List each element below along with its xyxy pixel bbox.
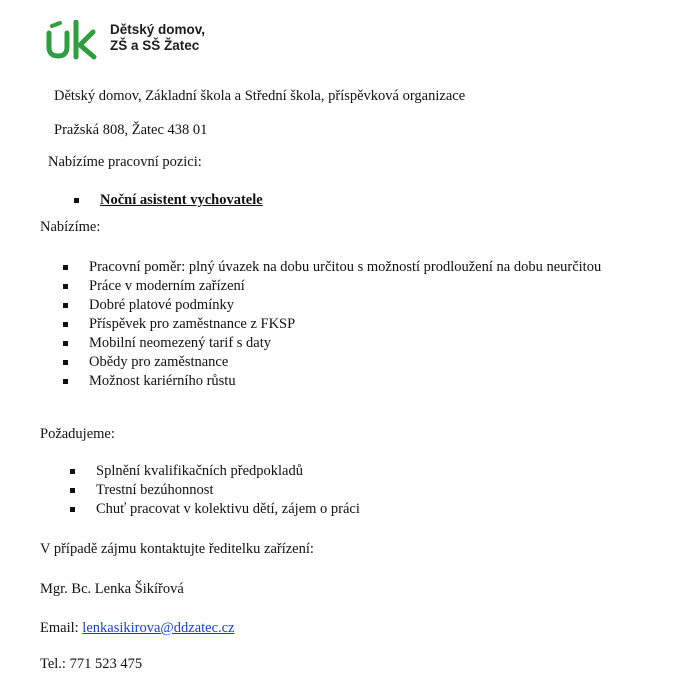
requirements-heading: Požadujeme: [40,426,115,442]
contact-phone-row [40,656,142,673]
list-item: Pracovní poměr: plný úvazek na dobu určitou s možností prodloužení na dobu neurčitou [63,258,623,277]
list-item: Dobré platové podmínky [63,296,623,315]
list-item [74,191,474,210]
phone-label: Tel.: [40,656,66,672]
benefits-list [63,258,623,391]
organization-name: Dětský domov, Základní škola a Střední škola, příspěvková organizace [54,88,466,104]
logo-text [110,22,205,54]
contact-intro: V případě zájmu kontaktujte ředitelku zařízení: [40,541,314,557]
contact-name: Mgr. Bc. Lenka Šikířová [40,581,184,597]
list-item: Práce v moderním zařízení [63,277,623,296]
offer-intro: Nabízíme pracovní pozici: [48,154,202,170]
uk-logo-mark-icon [46,20,104,60]
email-link[interactable]: lenkasikirova@ddzatec.cz [82,620,235,636]
list-item: Obědy pro zaměstnance [63,353,623,372]
list-item: Možnost kariérního růstu [63,372,623,391]
email-label: Email: [40,620,79,636]
list-item: Příspěvek pro zaměstnance z FKSP [63,315,623,334]
list-item: Chuť pracovat v kolektivu dětí, zájem o práci [70,500,570,519]
benefits-heading: Nabízíme: [40,219,101,235]
organization-logo [46,16,306,66]
phone-number: 771 523 475 [69,656,143,672]
organization-address: Pražská 808, Žatec 438 01 [54,122,208,138]
list-item: Mobilní neomezený tarif s daty [63,334,623,353]
logo-line-2: ZŠ a SŠ Žatec [110,38,200,53]
list-item: Splnění kvalifikačních předpokladů [70,462,570,481]
position-list [74,191,474,210]
position-title: Noční asistent vychovatele [100,192,263,208]
logo-line-1: Dětský domov, [110,22,206,37]
list-item: Trestní bezúhonnost [70,481,570,500]
contact-email-row [40,620,235,637]
requirements-list [70,462,570,519]
